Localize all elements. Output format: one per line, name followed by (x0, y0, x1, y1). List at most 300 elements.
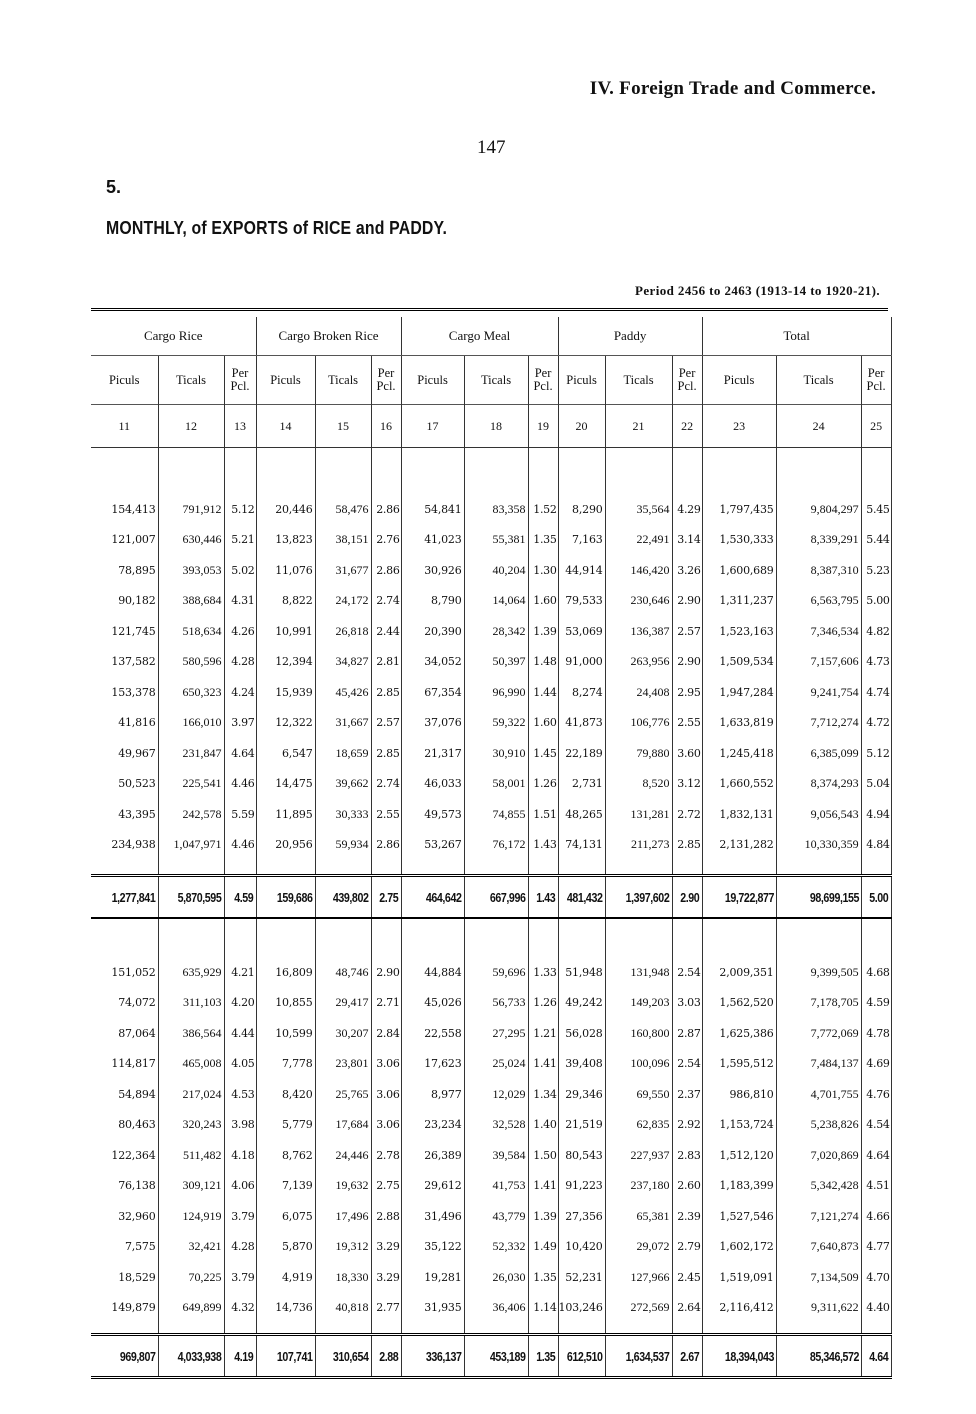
table-cell: 5.23 (861, 555, 891, 586)
table-cell: 39,662 (315, 769, 371, 800)
table-cell: 18,529 (118, 1270, 156, 1284)
table-cell: 242,578 (158, 799, 224, 830)
table-cell: 46,033 (401, 769, 464, 800)
table-cell: 2,131,282 (702, 830, 776, 861)
table-cell: 79,533 (558, 586, 605, 617)
table-cell: 59,934 (315, 830, 371, 861)
table-cell: 4.84 (861, 830, 891, 861)
table-cell: 49,573 (401, 799, 464, 830)
table-cell: 2.84 (371, 1018, 401, 1049)
table-cell: 2.57 (371, 708, 401, 739)
table-cell: 7,157,606 (776, 647, 861, 678)
table-cell: 231,847 (158, 738, 224, 769)
table-cell: 29,612 (401, 1171, 464, 1202)
table-cell: 1,523,163 (702, 616, 776, 647)
exports-table (91, 317, 892, 1379)
table-cell: 22,558 (401, 1018, 464, 1049)
table-cell: 83,358 (464, 494, 528, 525)
table-body (91, 448, 891, 1378)
total-row (91, 1335, 891, 1378)
table-cell: 1.40 (528, 1110, 558, 1141)
sub-header-ticals: Ticals (776, 356, 861, 405)
table-cell: 50,523 (118, 777, 156, 791)
table-cell: 1,530,333 (702, 525, 776, 556)
table-cell: 8,374,293 (776, 769, 861, 800)
table-cell: 4.78 (861, 1018, 891, 1049)
table-cell: 79,880 (605, 738, 672, 769)
table-cell: 7,772,069 (776, 1018, 861, 1049)
table-cell: 1.45 (528, 738, 558, 769)
table-cell: 1,600,689 (702, 555, 776, 586)
table-cell: 7,712,274 (776, 708, 861, 739)
table-cell: 12,322 (256, 708, 315, 739)
table-cell: 1,183,399 (702, 1171, 776, 1202)
table-cell: 2.87 (672, 1018, 702, 1049)
table-cell: 40,204 (464, 555, 528, 586)
table-cell: 1.43 (528, 830, 558, 861)
table-cell: 234,938 (111, 838, 156, 852)
table-cell: 3.06 (371, 1110, 401, 1141)
table-cell: 45,426 (315, 677, 371, 708)
table-cell: 2.83 (672, 1140, 702, 1171)
table-cell: 124,919 (158, 1201, 224, 1232)
total-cell: 969,807 (91, 1335, 158, 1378)
table-cell: 69,550 (605, 1079, 672, 1110)
table-cell: 2.60 (672, 1171, 702, 1202)
table-row (91, 586, 891, 617)
total-cell: 2.88 (371, 1335, 401, 1378)
sub-header-piculs: Piculs (558, 356, 605, 405)
table-cell: 78,895 (118, 563, 156, 577)
table-cell: 41,023 (401, 525, 464, 556)
total-cell: 4,033,938 (158, 1335, 224, 1378)
total-cell: 2.90 (672, 876, 702, 919)
table-cell: 2.64 (672, 1293, 702, 1324)
table-cell: 91,223 (558, 1171, 605, 1202)
table-row (91, 769, 891, 800)
table-cell: 2.78 (371, 1140, 401, 1171)
table-cell: 149,203 (605, 988, 672, 1019)
table-cell: 31,935 (401, 1293, 464, 1324)
table-cell: 3.26 (672, 555, 702, 586)
total-cell: 4.64 (861, 1335, 891, 1378)
table-cell: 34,052 (401, 647, 464, 678)
table-cell: 4.40 (861, 1293, 891, 1324)
table-cell: 7,121,274 (776, 1201, 861, 1232)
table-cell: 4.05 (224, 1049, 256, 1080)
table-cell: 1,797,435 (702, 494, 776, 525)
column-number-row (91, 405, 891, 448)
table-cell: 1,509,534 (702, 647, 776, 678)
table-cell: 8,420 (256, 1079, 315, 1110)
sub-header-ticals: Ticals (158, 356, 224, 405)
table-cell: 52,332 (464, 1232, 528, 1263)
table-cell: 14,064 (464, 586, 528, 617)
table-cell: 54,841 (401, 494, 464, 525)
table-cell: 160,800 (605, 1018, 672, 1049)
total-cell: 85,346,572 (776, 1335, 861, 1378)
table-row (91, 1201, 891, 1232)
table-cell: 36,406 (464, 1293, 528, 1324)
table-cell: 8,290 (558, 494, 605, 525)
table-row (91, 1293, 891, 1324)
table-cell: 76,138 (118, 1179, 156, 1193)
table-row (91, 1018, 891, 1049)
sub-header-per-pcl: Per Pcl. (224, 356, 256, 405)
table-row (91, 708, 891, 739)
table-cell: 39,408 (558, 1049, 605, 1080)
table-cell: 9,056,543 (776, 799, 861, 830)
table-cell: 7,640,873 (776, 1232, 861, 1263)
table-cell: 29,072 (605, 1232, 672, 1263)
table-cell: 166,010 (158, 708, 224, 739)
sub-header-piculs: Piculs (702, 356, 776, 405)
table-cell: 19,632 (315, 1171, 371, 1202)
table-row (91, 1232, 891, 1263)
table-cell: 986,810 (702, 1079, 776, 1110)
table-cell: 3.98 (224, 1110, 256, 1141)
table-cell: 28,342 (464, 616, 528, 647)
table-cell: 9,241,754 (776, 677, 861, 708)
sub-header-piculs: Piculs (108, 372, 140, 387)
table-cell: 10,599 (256, 1018, 315, 1049)
table-cell: 217,024 (158, 1079, 224, 1110)
column-number: 24 (776, 405, 861, 448)
table-cell: 5.45 (861, 494, 891, 525)
table-cell: 31,667 (315, 708, 371, 739)
table-cell: 388,684 (158, 586, 224, 617)
table-cell: 32,528 (464, 1110, 528, 1141)
table-cell: 1,832,131 (702, 799, 776, 830)
table-cell: 2.74 (371, 769, 401, 800)
table-cell: 1.39 (528, 616, 558, 647)
table-cell: 26,818 (315, 616, 371, 647)
table-cell: 2.77 (371, 1293, 401, 1324)
table-cell: 4.64 (861, 1140, 891, 1171)
table-cell: 5.59 (224, 799, 256, 830)
table-cell: 55,381 (464, 525, 528, 556)
table-cell: 2.81 (371, 647, 401, 678)
table-cell: 11,076 (256, 555, 315, 586)
table-cell: 43,395 (118, 807, 156, 821)
table-cell: 4.72 (861, 708, 891, 739)
table-cell: 1.26 (528, 988, 558, 1019)
table-cell: 19,312 (315, 1232, 371, 1263)
table-cell: 1.48 (528, 647, 558, 678)
table-cell: 23,234 (401, 1110, 464, 1141)
table-cell: 31,677 (315, 555, 371, 586)
table-cell: 518,634 (158, 616, 224, 647)
table-cell: 24,172 (315, 586, 371, 617)
table-cell: 1,519,091 (702, 1262, 776, 1293)
sub-header-per-pcl: Per Pcl. (528, 356, 558, 405)
table-cell: 9,311,622 (776, 1293, 861, 1324)
table-cell: 8,790 (401, 586, 464, 617)
table-cell: 122,364 (111, 1148, 156, 1162)
table-cell: 74,072 (118, 996, 156, 1010)
table-cell: 227,937 (605, 1140, 672, 1171)
table-cell: 630,446 (158, 525, 224, 556)
table-cell: 2.71 (371, 988, 401, 1019)
table-row (91, 555, 891, 586)
table-cell: 6,547 (256, 738, 315, 769)
table-cell: 237,180 (605, 1171, 672, 1202)
table-cell: 21,519 (558, 1110, 605, 1141)
table-cell: 4.51 (861, 1171, 891, 1202)
table-row (91, 1079, 891, 1110)
table-cell: 67,354 (401, 677, 464, 708)
table-cell: 2.74 (371, 586, 401, 617)
table-cell: 1,047,971 (158, 830, 224, 861)
table-cell: 2.72 (672, 799, 702, 830)
sub-header-piculs: Piculs (256, 356, 315, 405)
group-paddy: Paddy (558, 317, 702, 356)
table-cell: 1.51 (528, 799, 558, 830)
table-cell: 1,562,520 (702, 988, 776, 1019)
table-cell: 96,990 (464, 677, 528, 708)
table-row (91, 1110, 891, 1141)
table-cell: 80,463 (118, 1118, 156, 1132)
table-cell: 3.06 (371, 1079, 401, 1110)
table-cell: 3.29 (371, 1262, 401, 1293)
table-cell: 1.41 (528, 1049, 558, 1080)
column-number: 17 (401, 405, 464, 448)
table-cell: 3.79 (224, 1201, 256, 1232)
sub-header-per-pcl: Per Pcl. (861, 356, 891, 405)
table-cell: 30,333 (315, 799, 371, 830)
total-cell: 98,699,155 (776, 876, 861, 919)
table-cell: 649,899 (158, 1293, 224, 1324)
total-cell: 439,802 (315, 876, 371, 919)
table-cell: 56,028 (558, 1018, 605, 1049)
spacer-row (91, 860, 891, 876)
table-cell: 1.50 (528, 1140, 558, 1171)
table-cell: 35,122 (401, 1232, 464, 1263)
table-cell: 2.37 (672, 1079, 702, 1110)
table-cell: 3.03 (672, 988, 702, 1019)
column-number: 16 (371, 405, 401, 448)
table-cell: 4.46 (224, 830, 256, 861)
table-cell: 5.02 (224, 555, 256, 586)
table-row (91, 494, 891, 525)
table-cell: 24,446 (315, 1140, 371, 1171)
table-cell: 1,602,172 (702, 1232, 776, 1263)
table-cell: 4.70 (861, 1262, 891, 1293)
table-cell: 76,172 (464, 830, 528, 861)
table-cell: 6,385,099 (776, 738, 861, 769)
table-cell: 27,356 (558, 1201, 605, 1232)
table-cell: 2.88 (371, 1201, 401, 1232)
table-cell: 4.54 (861, 1110, 891, 1141)
total-row (91, 876, 891, 919)
column-number: 23 (702, 405, 776, 448)
table-cell: 7,178,705 (776, 988, 861, 1019)
sub-header-per-pcl: Per Pcl. (371, 356, 401, 405)
table-number: 5. (106, 177, 122, 197)
table-cell: 3.06 (371, 1049, 401, 1080)
table-cell: 4.64 (224, 738, 256, 769)
table-cell: 7,163 (558, 525, 605, 556)
table-cell: 2.92 (672, 1110, 702, 1141)
spacer-row (91, 918, 891, 957)
table-top-rule (91, 308, 888, 311)
table-cell: 10,855 (256, 988, 315, 1019)
table-cell: 14,736 (256, 1293, 315, 1324)
table-cell: 14,475 (256, 769, 315, 800)
table-cell: 225,541 (158, 769, 224, 800)
table-row (91, 1049, 891, 1080)
table-cell: 1,153,724 (702, 1110, 776, 1141)
table-cell: 34,827 (315, 647, 371, 678)
spacer-row (91, 448, 891, 495)
table-cell: 6,075 (256, 1201, 315, 1232)
table-cell: 4.29 (672, 494, 702, 525)
total-cell: 1.35 (528, 1335, 558, 1378)
table-cell: 30,207 (315, 1018, 371, 1049)
table-cell: 43,779 (464, 1201, 528, 1232)
table-cell: 18,330 (315, 1262, 371, 1293)
table-cell: 35,564 (605, 494, 672, 525)
table-cell: 103,246 (558, 1293, 605, 1324)
sub-header-ticals: Ticals (315, 356, 371, 405)
table-cell: 4.77 (861, 1232, 891, 1263)
table-cell: 3.97 (224, 708, 256, 739)
group-cargo-broken-rice: Cargo Broken Rice (256, 317, 401, 356)
table-cell: 9,804,297 (776, 494, 861, 525)
spacer-row (91, 1323, 891, 1335)
table-cell: 2.95 (672, 677, 702, 708)
table-cell: 18,659 (315, 738, 371, 769)
table-cell: 8,822 (256, 586, 315, 617)
total-cell: 4.59 (224, 876, 256, 919)
table-cell: 791,912 (158, 494, 224, 525)
table-cell: 4.82 (861, 616, 891, 647)
table-cell: 4.32 (224, 1293, 256, 1324)
table-cell: 263,956 (605, 647, 672, 678)
table-cell: 650,323 (158, 677, 224, 708)
table-cell: 16,809 (256, 957, 315, 988)
table-cell: 1,595,512 (702, 1049, 776, 1080)
table-cell: 5,342,428 (776, 1171, 861, 1202)
table-row (91, 738, 891, 769)
table-cell: 1,527,546 (702, 1201, 776, 1232)
table-cell: 3.79 (224, 1262, 256, 1293)
table-cell: 70,225 (158, 1262, 224, 1293)
table-cell: 4.20 (224, 988, 256, 1019)
table-cell: 8,762 (256, 1140, 315, 1171)
column-number: 19 (528, 405, 558, 448)
table-cell: 1,512,120 (702, 1140, 776, 1171)
table-cell: 7,346,534 (776, 616, 861, 647)
table-cell: 29,417 (315, 988, 371, 1019)
table-cell: 4,919 (256, 1262, 315, 1293)
total-cell: 464,642 (401, 876, 464, 919)
table-cell: 121,007 (111, 533, 156, 547)
table-cell: 121,745 (111, 624, 156, 638)
table-cell: 8,274 (558, 677, 605, 708)
table-cell: 4.66 (861, 1201, 891, 1232)
table-cell: 2.54 (672, 1049, 702, 1080)
table-cell: 7,020,869 (776, 1140, 861, 1171)
table-cell: 1.35 (528, 1262, 558, 1293)
total-cell: 2.67 (672, 1335, 702, 1378)
table-cell: 26,389 (401, 1140, 464, 1171)
table-cell: 1,660,552 (702, 769, 776, 800)
table-cell: 11,895 (256, 799, 315, 830)
table-cell: 74,855 (464, 799, 528, 830)
table-cell: 44,884 (401, 957, 464, 988)
table-cell: 4,701,755 (776, 1079, 861, 1110)
table-cell: 1,633,819 (702, 708, 776, 739)
table-cell: 2.86 (371, 830, 401, 861)
table-cell: 3.12 (672, 769, 702, 800)
total-cell: 481,432 (558, 876, 605, 919)
table-cell: 2,009,351 (702, 957, 776, 988)
table-cell: 51,948 (558, 957, 605, 988)
table-cell: 2.45 (672, 1262, 702, 1293)
table-cell: 17,496 (315, 1201, 371, 1232)
table-cell: 27,295 (464, 1018, 528, 1049)
total-cell: 18,394,043 (702, 1335, 776, 1378)
table-cell: 5.12 (224, 494, 256, 525)
table-cell: 2.76 (371, 525, 401, 556)
table-cell: 65,381 (605, 1201, 672, 1232)
table-cell: 37,076 (401, 708, 464, 739)
table-cell: 23,801 (315, 1049, 371, 1080)
column-number: 20 (558, 405, 605, 448)
table-cell: 10,330,359 (776, 830, 861, 861)
table-cell: 53,069 (558, 616, 605, 647)
table-cell: 6,563,795 (776, 586, 861, 617)
table-cell: 4.28 (224, 647, 256, 678)
column-number: 18 (464, 405, 528, 448)
total-cell: 1.43 (528, 876, 558, 919)
table-row (91, 799, 891, 830)
table-cell: 4.28 (224, 1232, 256, 1263)
table-cell: 2,116,412 (702, 1293, 776, 1324)
table-cell: 4.76 (861, 1079, 891, 1110)
table-cell: 32,421 (158, 1232, 224, 1263)
table-row (91, 1140, 891, 1171)
table-row (91, 830, 891, 861)
table-cell: 45,026 (401, 988, 464, 1019)
table-cell: 1.30 (528, 555, 558, 586)
total-cell: 4.19 (224, 1335, 256, 1378)
total-cell: 1,634,537 (605, 1335, 672, 1378)
table-cell: 7,778 (256, 1049, 315, 1080)
total-cell: 5,870,595 (158, 876, 224, 919)
table-cell: 106,776 (605, 708, 672, 739)
table-cell: 154,413 (111, 502, 156, 516)
table-cell: 4.24 (224, 677, 256, 708)
table-cell: 5.21 (224, 525, 256, 556)
table-cell: 3.29 (371, 1232, 401, 1263)
table-cell: 386,564 (158, 1018, 224, 1049)
table-cell: 20,956 (256, 830, 315, 861)
table-cell: 15,939 (256, 677, 315, 708)
table-cell: 5,238,826 (776, 1110, 861, 1141)
table-cell: 4.94 (861, 799, 891, 830)
table-cell: 136,387 (605, 616, 672, 647)
table-cell: 48,746 (315, 957, 371, 988)
table-cell: 2.39 (672, 1201, 702, 1232)
table-cell: 4.74 (861, 677, 891, 708)
total-cell: 159,686 (256, 876, 315, 919)
table-cell: 21,317 (401, 738, 464, 769)
table-cell: 53,267 (401, 830, 464, 861)
table-row (91, 988, 891, 1019)
table-cell: 59,322 (464, 708, 528, 739)
